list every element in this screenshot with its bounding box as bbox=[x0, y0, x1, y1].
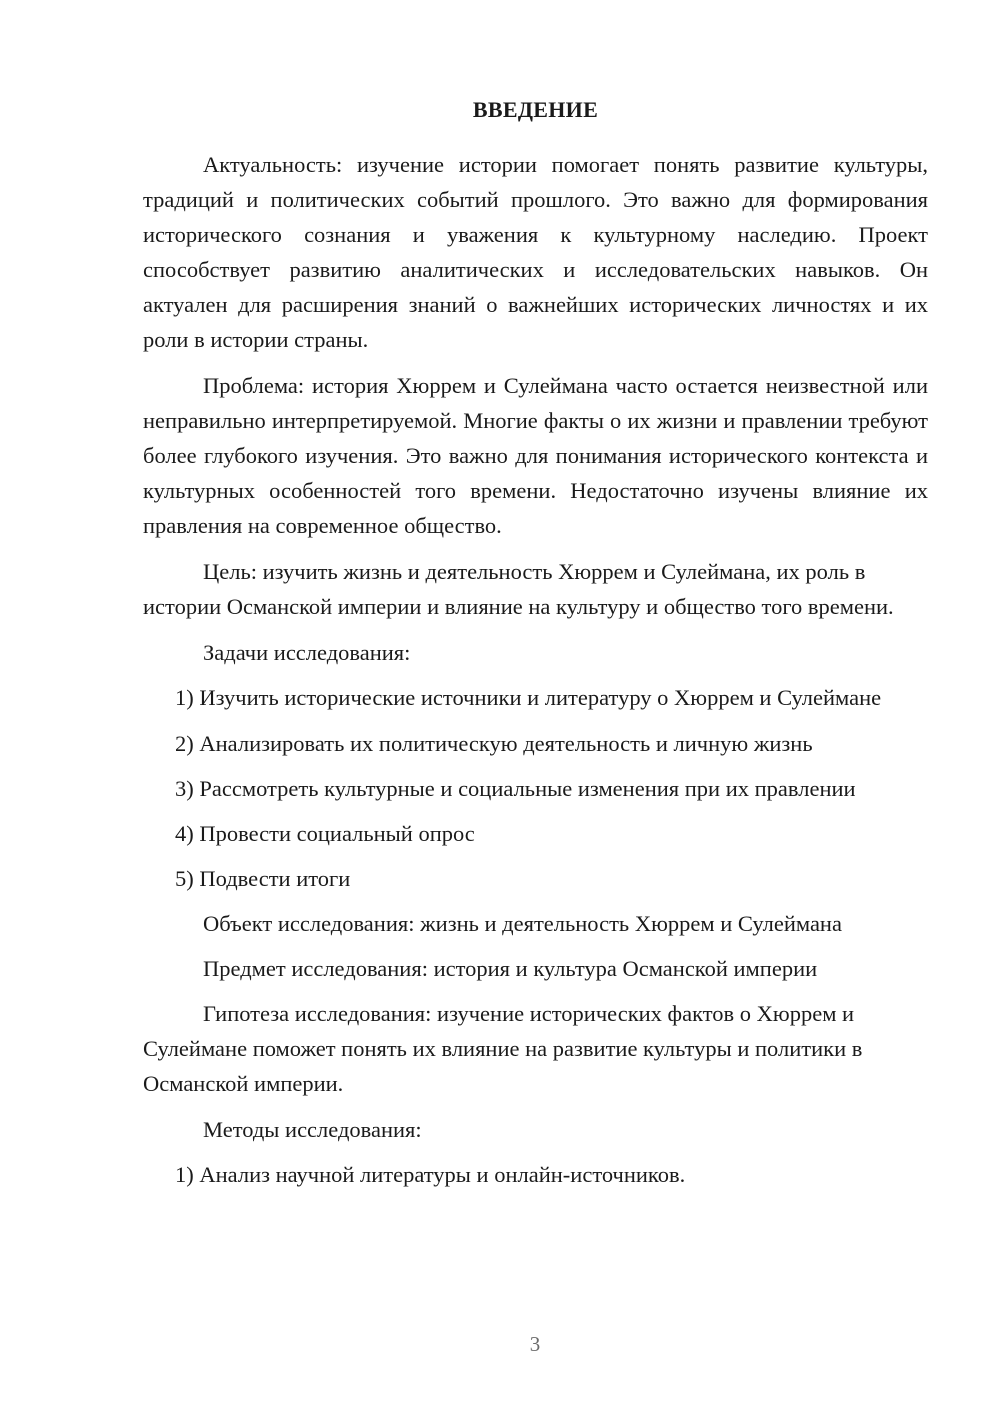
subject-paragraph: Предмет исследования: история и культура Османской империи bbox=[203, 956, 818, 981]
method-item: 1) Анализ научной литературы и онлайн-источников. bbox=[175, 1162, 686, 1187]
hypothesis-paragraph: Гипотеза исследования: изучение исторических фактов о Хюррем и Сулеймане поможет понять их влияние на развитие культуры и политики в Османской империи. bbox=[143, 1001, 863, 1096]
task-item: 3) Рассмотреть культурные и социальные изменения при их правлении bbox=[175, 776, 856, 801]
relevance-paragraph: Актуальность: изучение истории помогает понять развитие культуры, традиций и политических событий прошлого. Это важно для формирования исторического сознания и уважения к культурному наследию. Проект способствует развитию аналитических и исследовательских навыков. Он актуален для расширения знаний о важнейших исторических личностях и их роли в истории страны. bbox=[143, 152, 928, 352]
problem-paragraph: Проблема: история Хюррем и Сулеймана часто остается неизвестной или неправильно интерпретируемой. Многие факты о их жизни и правлении требуют более глубокого изучения. Это важно для понимания исторического контекста и культурных особенностей того времени. Недостаточно изучены влияние их правления на современное общество. bbox=[143, 373, 928, 538]
page-number: 3 bbox=[529, 1332, 541, 1356]
task-item: 1) Изучить исторические источники и литературу о Хюррем и Сулеймане bbox=[175, 685, 882, 710]
goal-paragraph: Цель: изучить жизнь и деятельность Хюррем и Сулеймана, их роль в истории Османской империи и влияние на культуру и общество того времени. bbox=[143, 559, 894, 619]
task-item: 2) Анализировать их политическую деятельность и личную жизнь bbox=[175, 731, 813, 756]
object-paragraph: Объект исследования: жизнь и деятельность Хюррем и Сулеймана bbox=[203, 911, 842, 936]
page-title: ВВЕДЕНИЕ bbox=[472, 97, 599, 122]
task-item: 5) Подвести итоги bbox=[175, 866, 351, 891]
task-item: 4) Провести социальный опрос bbox=[175, 821, 475, 846]
tasks-heading: Задачи исследования: bbox=[203, 640, 411, 665]
methods-heading: Методы исследования: bbox=[203, 1117, 422, 1142]
document-page bbox=[143, 92, 928, 1202]
